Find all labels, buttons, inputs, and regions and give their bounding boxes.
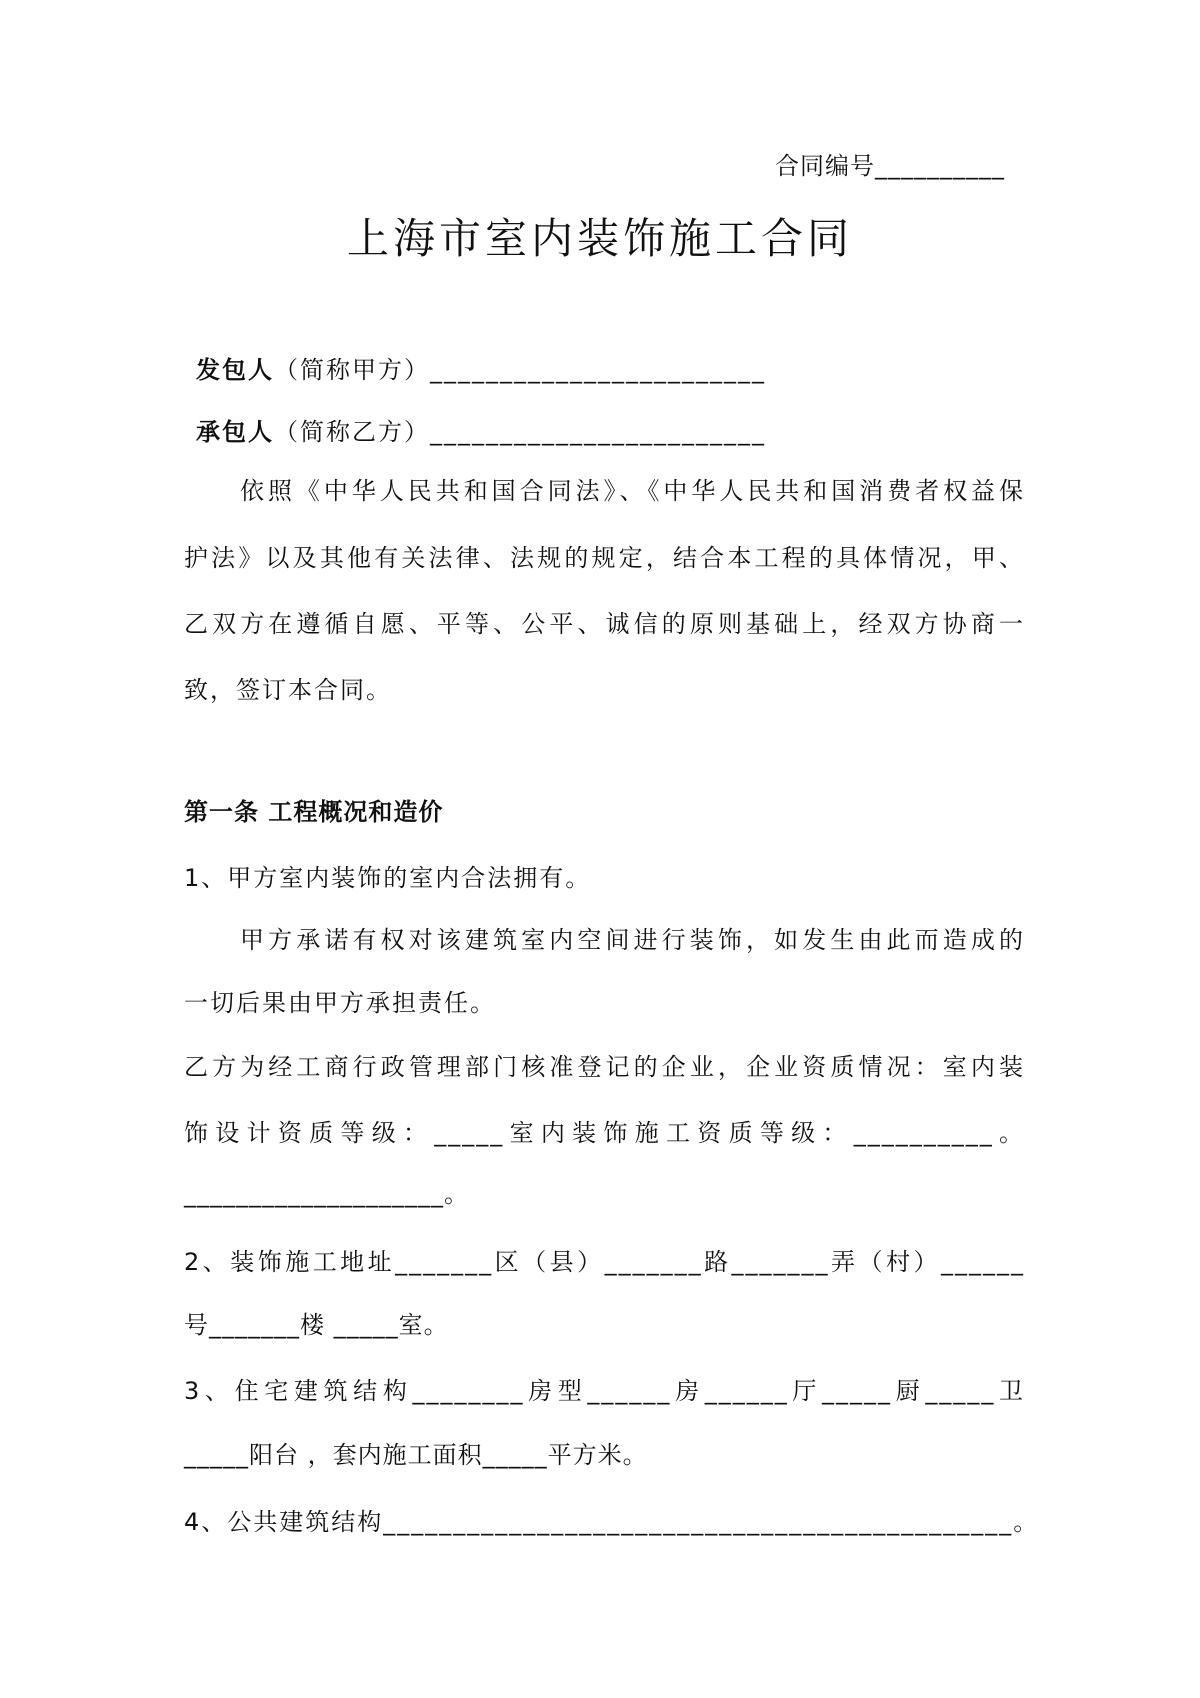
preamble-line-2	[184, 546, 1025, 570]
contractor-blank: ________________________	[430, 418, 766, 446]
structure-line-2: _____阳台 ，套内施工面积_____平方米。	[184, 1441, 648, 1469]
commitment-line-2: 一切后果由甲方承担责任。	[184, 989, 496, 1017]
employer-line	[196, 358, 766, 382]
preamble-line-1	[240, 479, 1025, 503]
preamble-line-4: 致，签订本合同。	[184, 676, 392, 704]
article1-item1: 1、甲方室内装饰的室内合法拥有。	[184, 864, 592, 892]
employer-blank: ________________________	[430, 356, 766, 384]
qualification-text-2: 饰设计资质等级：_____室内装饰施工资质等级：__________。	[184, 1119, 1025, 1147]
page-title: 上海市室内装饰施工合同	[346, 214, 853, 263]
public-structure-text: 4、公共建筑结构_____________________________________________。	[184, 1508, 1040, 1536]
commitment-line-1	[240, 928, 1025, 952]
public-structure-line	[184, 1508, 1040, 1536]
structure-line-1	[184, 1379, 1025, 1403]
contract-number-blank: __________	[875, 152, 1005, 180]
preamble-text-2: 护法》以及其他有关法律、法规的规定，结合本工程的具体情况，甲、	[184, 544, 1025, 572]
article1-heading: 第一条 工程概况和造价	[184, 798, 444, 826]
employer-note: （简称甲方）	[274, 356, 430, 384]
employer-label: 发包人	[196, 356, 274, 384]
qualification-text-1: 乙方为经工商行政管理部门核准登记的企业，企业资质情况：室内装	[184, 1053, 1025, 1081]
address-text-1: 2、装饰施工地址_______区（县）_______路_______弄（村）______	[184, 1248, 1025, 1276]
preamble-text-3: 乙双方在遵循自愿、平等、公平、诚信的原则基础上，经双方协商一	[184, 610, 1025, 638]
structure-text-1: 3、住宅建筑结构________房型______房______厅_____厨_____卫	[184, 1377, 1025, 1405]
preamble-text-1: 依照《中华人民共和国合同法》、《中华人民共和国消费者权益保	[240, 477, 1025, 505]
address-line-1	[184, 1250, 1025, 1274]
contractor-line	[196, 420, 766, 444]
commitment-text-1: 甲方承诺有权对该建筑室内空间进行装饰，如发生由此而造成的	[240, 926, 1025, 954]
qualification-blank-line: ____________________。	[184, 1180, 469, 1208]
address-line-2: 号_______楼 _____室。	[184, 1311, 449, 1339]
contract-number-label: 合同编号	[775, 152, 875, 180]
qualification-line-1	[184, 1055, 1025, 1079]
contractor-note: （简称乙方）	[274, 418, 430, 446]
contractor-label: 承包人	[196, 418, 274, 446]
preamble-line-3	[184, 612, 1025, 636]
contract-number	[775, 154, 1005, 178]
qualification-line-2	[184, 1121, 1025, 1145]
